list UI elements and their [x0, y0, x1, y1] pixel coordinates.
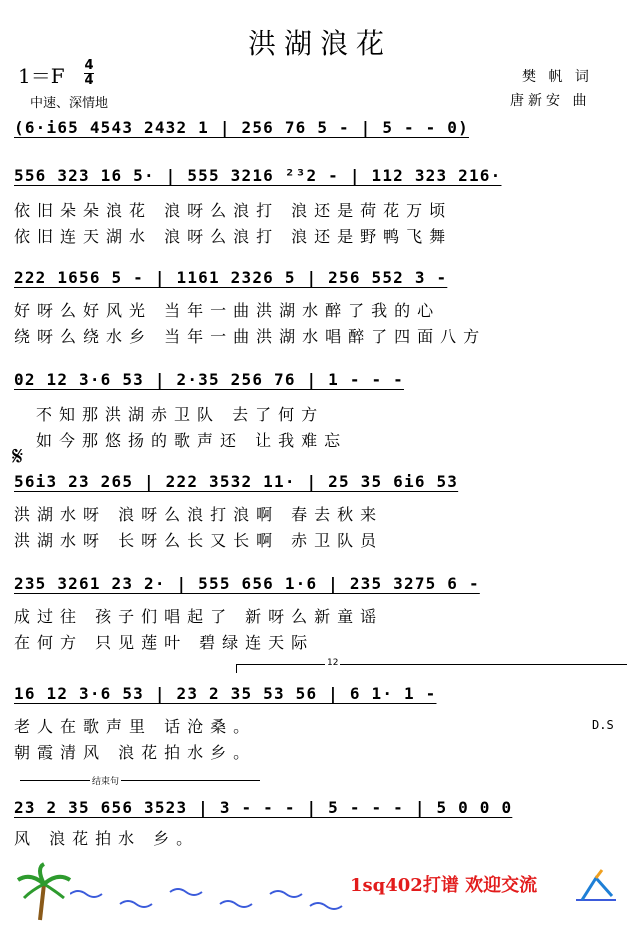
lyrics-line-5b: 洪湖水呀 长呀么长又长啊 赤卫队员 — [14, 531, 384, 550]
composer-credit: 唐新安 曲 — [510, 93, 591, 109]
notation-line-4: 02 12 3·6 53 | 2·35 256 76 | 1 - - - — [14, 370, 404, 389]
lyrics-line-2b: 依旧连天湖水 浪呀么浪打 浪还是野鸭飞舞 — [14, 227, 453, 246]
notation-line-8: 23 2 35 656 3523 | 3 - - - | 5 - - - | 5 0 0 0 — [14, 798, 513, 817]
lyrics-line-4b: 如今那悠扬的歌声还 让我难忘 — [36, 431, 348, 450]
tempo-marking: 中速、深情地 — [30, 96, 109, 111]
ending-label: 结束句 — [90, 774, 121, 787]
lyrics-line-7b: 朝霞清风 浪花拍水乡。 — [14, 743, 257, 762]
ending-bracket — [20, 777, 260, 789]
notation-line-7: 16 12 3·6 53 | 23 2 35 53 56 | 6 1· 1 - — [14, 684, 437, 703]
time-signature-bottom: 4 — [84, 73, 94, 88]
notation-line-2: 556 323 16 5· | 555 3216 ²³2 - | 112 323 216· — [14, 166, 502, 185]
beach-chair-icon — [572, 866, 622, 906]
notation-line-3: 222 1656 5 - | 1161 2326 5 | 256 552 3 - — [14, 268, 448, 287]
ds-marking: D.S — [592, 718, 614, 732]
lyricist-credit: 樊 帆 词 — [522, 69, 593, 85]
lyrics-line-3b: 绕呀么绕水乡 当年一曲洪湖水唱醉了四面八方 — [14, 327, 487, 346]
song-title: 洪湖浪花 — [247, 27, 392, 60]
time-signature — [84, 60, 94, 87]
footer-signature: 1sq402打谱 欢迎交流 — [350, 875, 538, 896]
lyrics-line-2a: 依旧朵朵浪花 浪呀么浪打 浪还是荷花万顷 — [14, 201, 453, 220]
key-signature: 1＝F — [18, 64, 65, 88]
lyrics-line-6a: 成过往 孩子们唱起了 新呀么新童谣 — [14, 607, 384, 626]
lyrics-line-7a: 老人在歌声里 话沧桑。 — [14, 717, 257, 736]
volta-number: 12 — [327, 658, 339, 668]
lyrics-line-5a: 洪湖水呀 浪呀么浪打浪啊 春去秋来 — [14, 505, 384, 524]
segno-sign: 𝄋 — [12, 442, 24, 472]
notation-line-6: 235 3261 23 2· | 555 656 1·6 | 235 3275 6 - — [14, 574, 480, 593]
notation-line-5: 56i3 23 265 | 222 3532 11· | 25 35 6i6 53 — [14, 472, 459, 491]
lyrics-line-6b: 在何方 只见莲叶 碧绿连天际 — [14, 633, 315, 652]
palm-tree-icon — [14, 862, 74, 922]
time-signature-top: 4 — [84, 58, 94, 73]
lyrics-line-8: 风 浪花拍水 乡。 — [14, 829, 200, 848]
lyrics-line-4a: 不知那洪湖赤卫队 去了何方 — [36, 405, 325, 424]
volta-bracket — [236, 658, 627, 673]
waves-icon — [70, 884, 350, 914]
lyrics-line-3a: 好呀么好风光 当年一曲洪湖水醉了我的心 — [14, 301, 441, 320]
notation-line-1: (6·i65 4543 2432 1 | 256 76 5 - | 5 - - 0) — [14, 118, 469, 137]
